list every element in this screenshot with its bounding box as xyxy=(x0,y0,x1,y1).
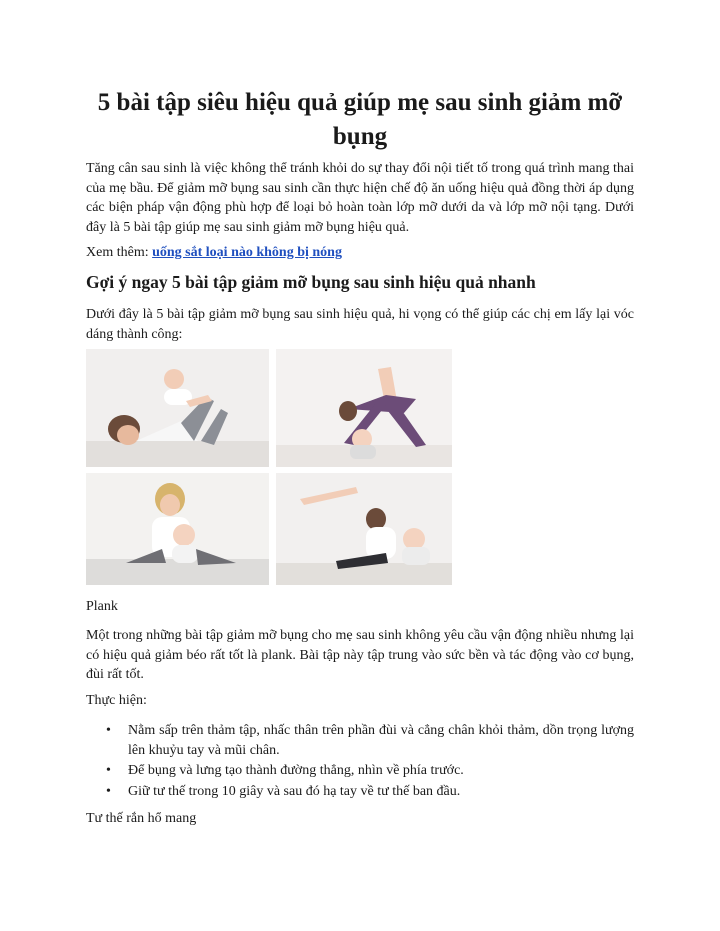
exercise-1-how-label: Thực hiện: xyxy=(86,693,147,708)
exercise-2-name: Tư thế rắn hổ mang xyxy=(86,811,197,826)
step-text: Để bụng và lưng tạo thành đường thẳng, nhìn về phía trước. xyxy=(128,763,464,778)
see-also xyxy=(86,243,634,263)
exercise-1-steps xyxy=(86,721,634,802)
exercise-photo-collage xyxy=(86,349,452,585)
bullet-icon: • xyxy=(106,783,111,799)
photo-panel-1 xyxy=(86,349,269,467)
photo-panel-4 xyxy=(276,473,452,585)
step-text: Nằm sấp trên thảm tập, nhấc thân trên phần đùi và cẳng chân khỏi thảm, dồn trọng lượng lên khuỷu tay và mũi chân. xyxy=(128,723,634,758)
list-item xyxy=(86,721,634,760)
list-item xyxy=(86,761,634,781)
photo-panel-3 xyxy=(86,473,269,585)
photo-panel-2 xyxy=(276,349,452,467)
intro-paragraph: Tăng cân sau sinh là việc không thể tránh khỏi do sự thay đổi nội tiết tố trong quá trình mang thai của mẹ bầu. Để giảm mỡ bụng sau sinh cần thực hiện chế độ ăn uống hiệu quả đồng thời áp dụng các biện pháp vận động phù hợp để loại bỏ hoàn toàn lớp mỡ dưới da và lớp mỡ nội tạng. Dưới đây là 5 bài tập giúp mẹ sau sinh giảm mỡ bụng hiệu quả. xyxy=(86,161,634,235)
section-heading: Gợi ý ngay 5 bài tập giảm mỡ bụng sau sinh hiệu quả nhanh xyxy=(86,272,536,292)
exercise-1-description: Một trong những bài tập giảm mỡ bụng cho mẹ sau sinh không yêu cầu vận động nhiều nhưng lại có hiệu quả giảm béo rất tốt là plank. Bài tập này tập trung vào sức bền và tác động vào cơ bụng, đùi rất tốt. xyxy=(86,628,634,682)
see-also-label: Xem thêm: xyxy=(86,245,149,260)
exercise-1-name: Plank xyxy=(86,599,118,614)
page-title: 5 bài tập siêu hiệu quả giúp mẹ sau sinh giảm mỡ bụng xyxy=(97,89,623,150)
section-intro: Dưới đây là 5 bài tập giảm mỡ bụng sau sinh hiệu quả, hi vọng có thể giúp các chị em lấy lại vóc dáng thành công: xyxy=(86,307,634,342)
step-text: Giữ tư thế trong 10 giây và sau đó hạ tay về tư thế ban đầu. xyxy=(128,783,461,799)
see-also-link[interactable]: uống sắt loại nào không bị nóng xyxy=(152,245,342,260)
bullet-icon: • xyxy=(106,763,111,778)
bullet-icon: • xyxy=(106,723,111,738)
list-item xyxy=(86,782,634,802)
